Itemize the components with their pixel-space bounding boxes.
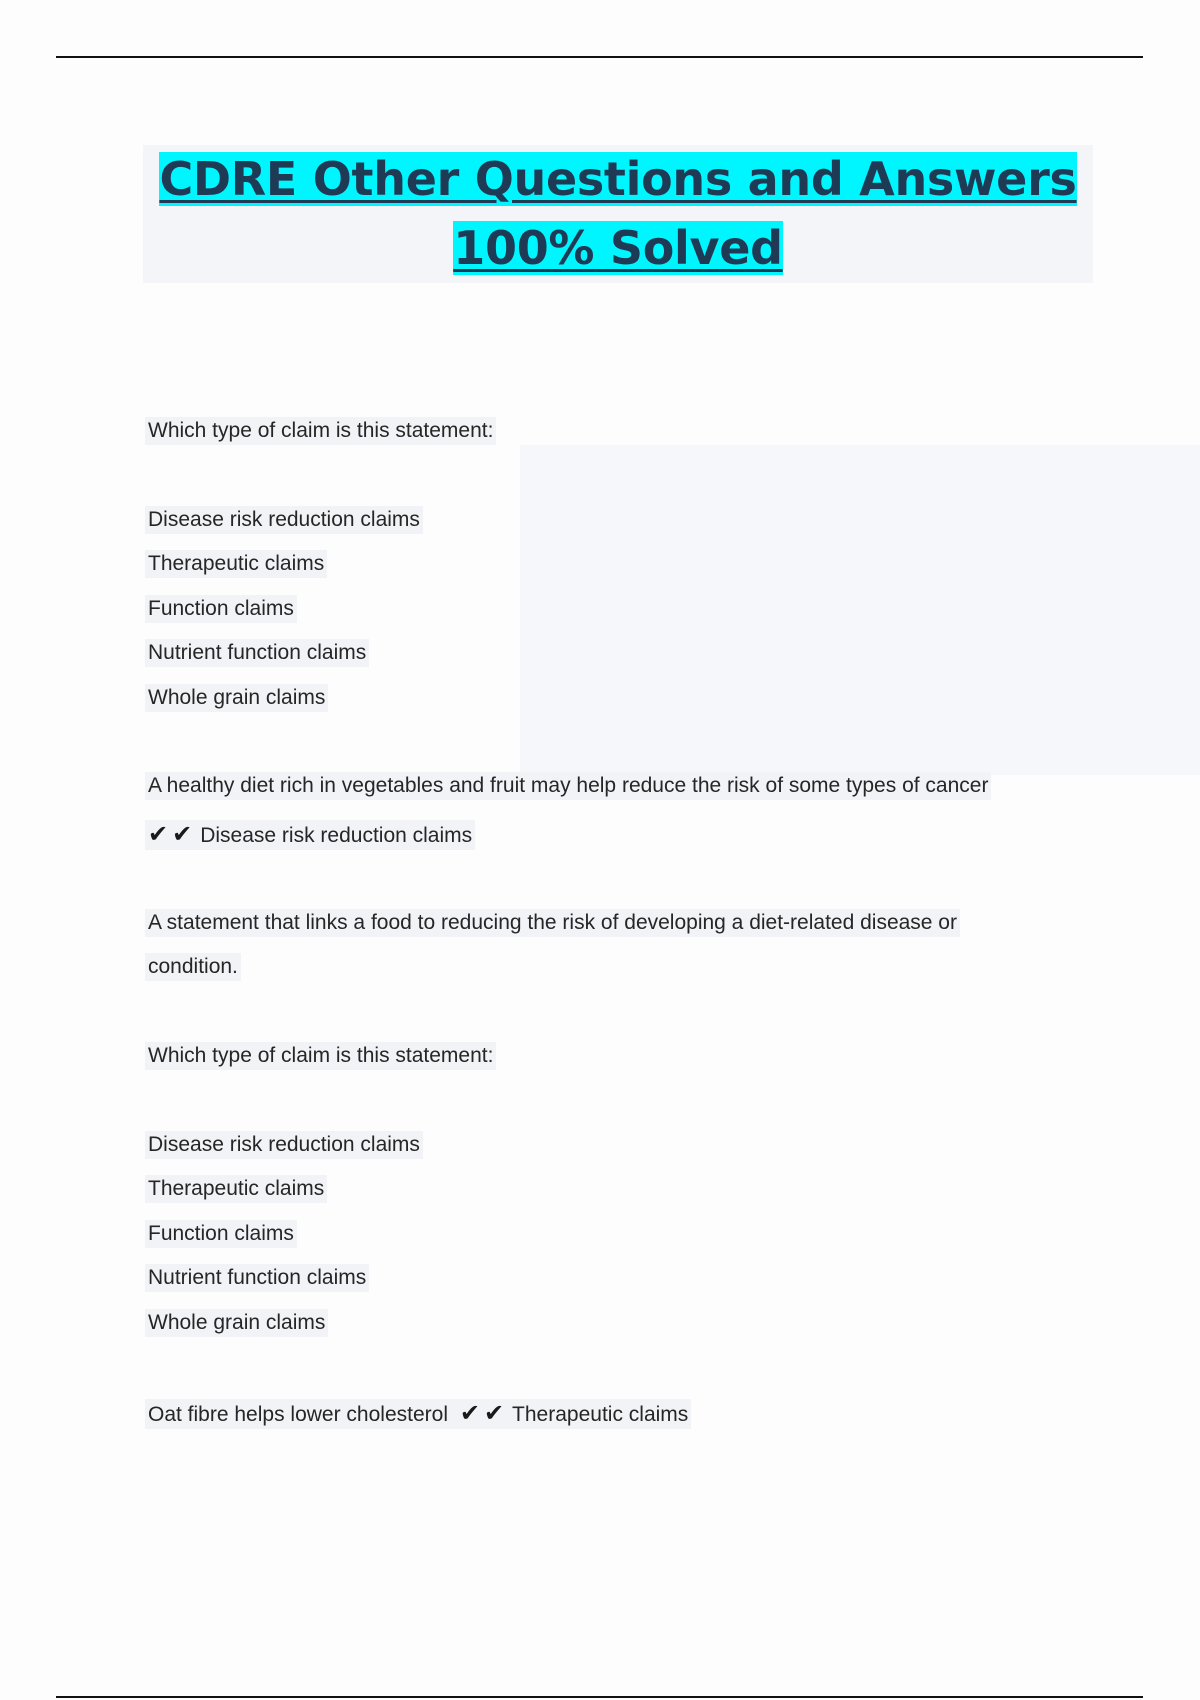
document-title-line-1: CDRE Other Questions and Answers <box>159 152 1077 206</box>
document-title-line-2: 100% Solved <box>453 221 783 275</box>
q2-statement-row <box>145 1399 691 1429</box>
q1-answer: Disease risk reduction claims <box>200 824 473 847</box>
q1-option-4: Nutrient function claims <box>145 639 369 667</box>
q1-option-3: Function claims <box>145 595 297 623</box>
bottom-rule <box>56 1696 1143 1698</box>
q2-option-5: Whole grain claims <box>145 1309 328 1337</box>
check-icon: ✔ <box>172 820 193 848</box>
q2-option-2: Therapeutic claims <box>145 1175 327 1203</box>
q1-option-5: Whole grain claims <box>145 684 328 712</box>
answer-checkmarks <box>460 1399 508 1429</box>
q2-option-3: Function claims <box>145 1220 297 1248</box>
q2-answer: Therapeutic claims <box>512 1403 689 1426</box>
q2-option-4: Nutrient function claims <box>145 1264 369 1292</box>
question-1: Which type of claim is this statement: <box>145 417 496 445</box>
definition-line-2: condition. <box>145 953 241 981</box>
background-shade <box>520 445 1200 775</box>
definition-line-1: A statement that links a food to reducing the risk of developing a diet-related disease or <box>145 909 960 937</box>
q1-statement: A healthy diet rich in vegetables and fruit may help reduce the risk of some types of cancer <box>145 772 991 800</box>
q1-option-2: Therapeutic claims <box>145 550 327 578</box>
answer-checkmarks <box>148 820 196 850</box>
q2-option-1: Disease risk reduction claims <box>145 1131 423 1159</box>
title-block <box>143 145 1093 283</box>
check-icon: ✔ <box>459 1399 480 1427</box>
check-icon: ✔ <box>148 820 169 848</box>
q1-option-1: Disease risk reduction claims <box>145 506 423 534</box>
question-2: Which type of claim is this statement: <box>145 1042 496 1070</box>
q2-statement: Oat fibre helps lower cholesterol <box>148 1403 448 1426</box>
q1-answer-row <box>145 820 475 850</box>
top-rule <box>56 56 1143 58</box>
check-icon: ✔ <box>483 1399 505 1427</box>
